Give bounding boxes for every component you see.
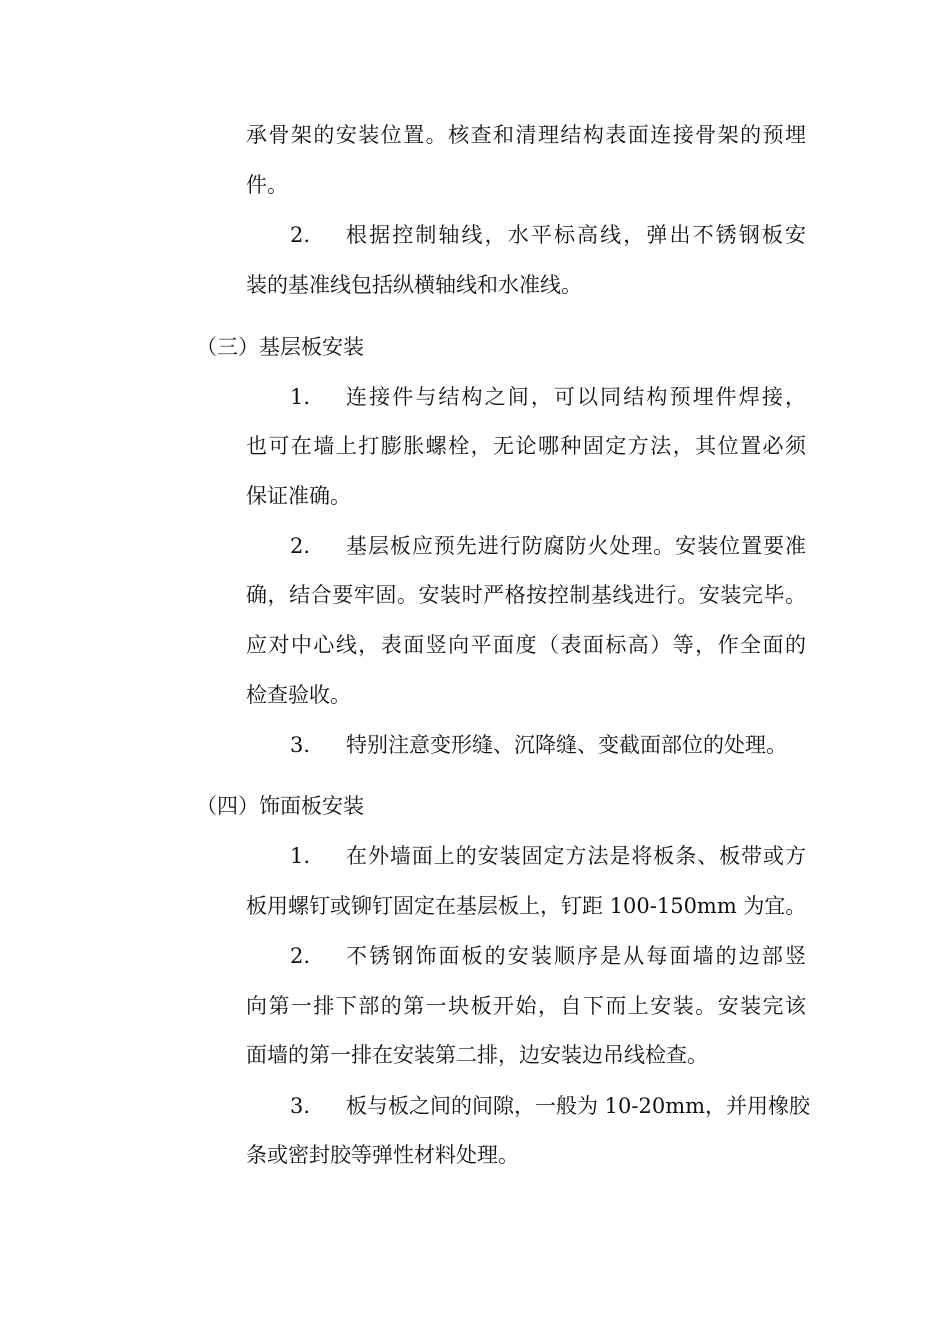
item-number: 2. bbox=[290, 223, 311, 247]
paragraph-line: 检查验收。 bbox=[246, 683, 351, 707]
item-number: 1. bbox=[290, 385, 311, 409]
paragraph-line: 不锈钢饰面板的安装顺序是从每面墙的边部竖 bbox=[346, 944, 806, 968]
paragraph-line: 特别注意变形缝、沉降缝、变截面部位的处理。 bbox=[346, 733, 787, 757]
paragraph-line: 在外墙面上的安装固定方法是将板条、板带或方 bbox=[346, 844, 806, 868]
section-heading: （三）基层板安装 bbox=[196, 335, 364, 359]
paragraph-line: 件。 bbox=[246, 173, 288, 197]
paragraph-line: 连接件与结构之间，可以同结构预埋件焊接， bbox=[346, 385, 806, 409]
paragraph-line: 板与板之间的间隙，一般为 10-20mm，并用橡胶 bbox=[346, 1094, 811, 1118]
paragraph-line: 面墙的第一排在安装第二排，边安装边吊线检查。 bbox=[246, 1043, 708, 1067]
section-heading: （四）饰面板安装 bbox=[196, 794, 364, 818]
item-number: 3. bbox=[290, 733, 311, 757]
paragraph-line: 确，结合要牢固。安装时严格按控制基线进行。安装完毕。 bbox=[246, 583, 806, 607]
paragraph-line: 保证准确。 bbox=[246, 484, 351, 508]
paragraph-line: 也可在墙上打膨胀螺栓，无论哪种固定方法，其位置必须 bbox=[246, 434, 806, 458]
paragraph-line: 条或密封胶等弹性材料处理。 bbox=[246, 1143, 519, 1167]
paragraph-line: 承骨架的安装位置。核查和清理结构表面连接骨架的预埋 bbox=[246, 123, 806, 147]
item-number: 2. bbox=[290, 534, 311, 558]
paragraph-line: 板用螺钉或铆钉固定在基层板上，钉距 100-150mm 为宜。 bbox=[246, 894, 807, 918]
paragraph-line: 根据控制轴线，水平标高线，弹出不锈钢板安 bbox=[346, 223, 806, 247]
paragraph-line: 基层板应预先进行防腐防火处理。安装位置要准 bbox=[346, 534, 806, 558]
item-number: 1. bbox=[290, 844, 311, 868]
paragraph-line: 向第一排下部的第一块板开始，自下而上安装。安装完该 bbox=[246, 994, 806, 1018]
paragraph-line: 应对中心线，表面竖向平面度（表面标高）等，作全面的 bbox=[246, 633, 806, 657]
item-number: 2. bbox=[290, 944, 311, 968]
paragraph-line: 装的基准线包括纵横轴线和水准线。 bbox=[246, 273, 582, 297]
item-number: 3. bbox=[290, 1094, 311, 1118]
